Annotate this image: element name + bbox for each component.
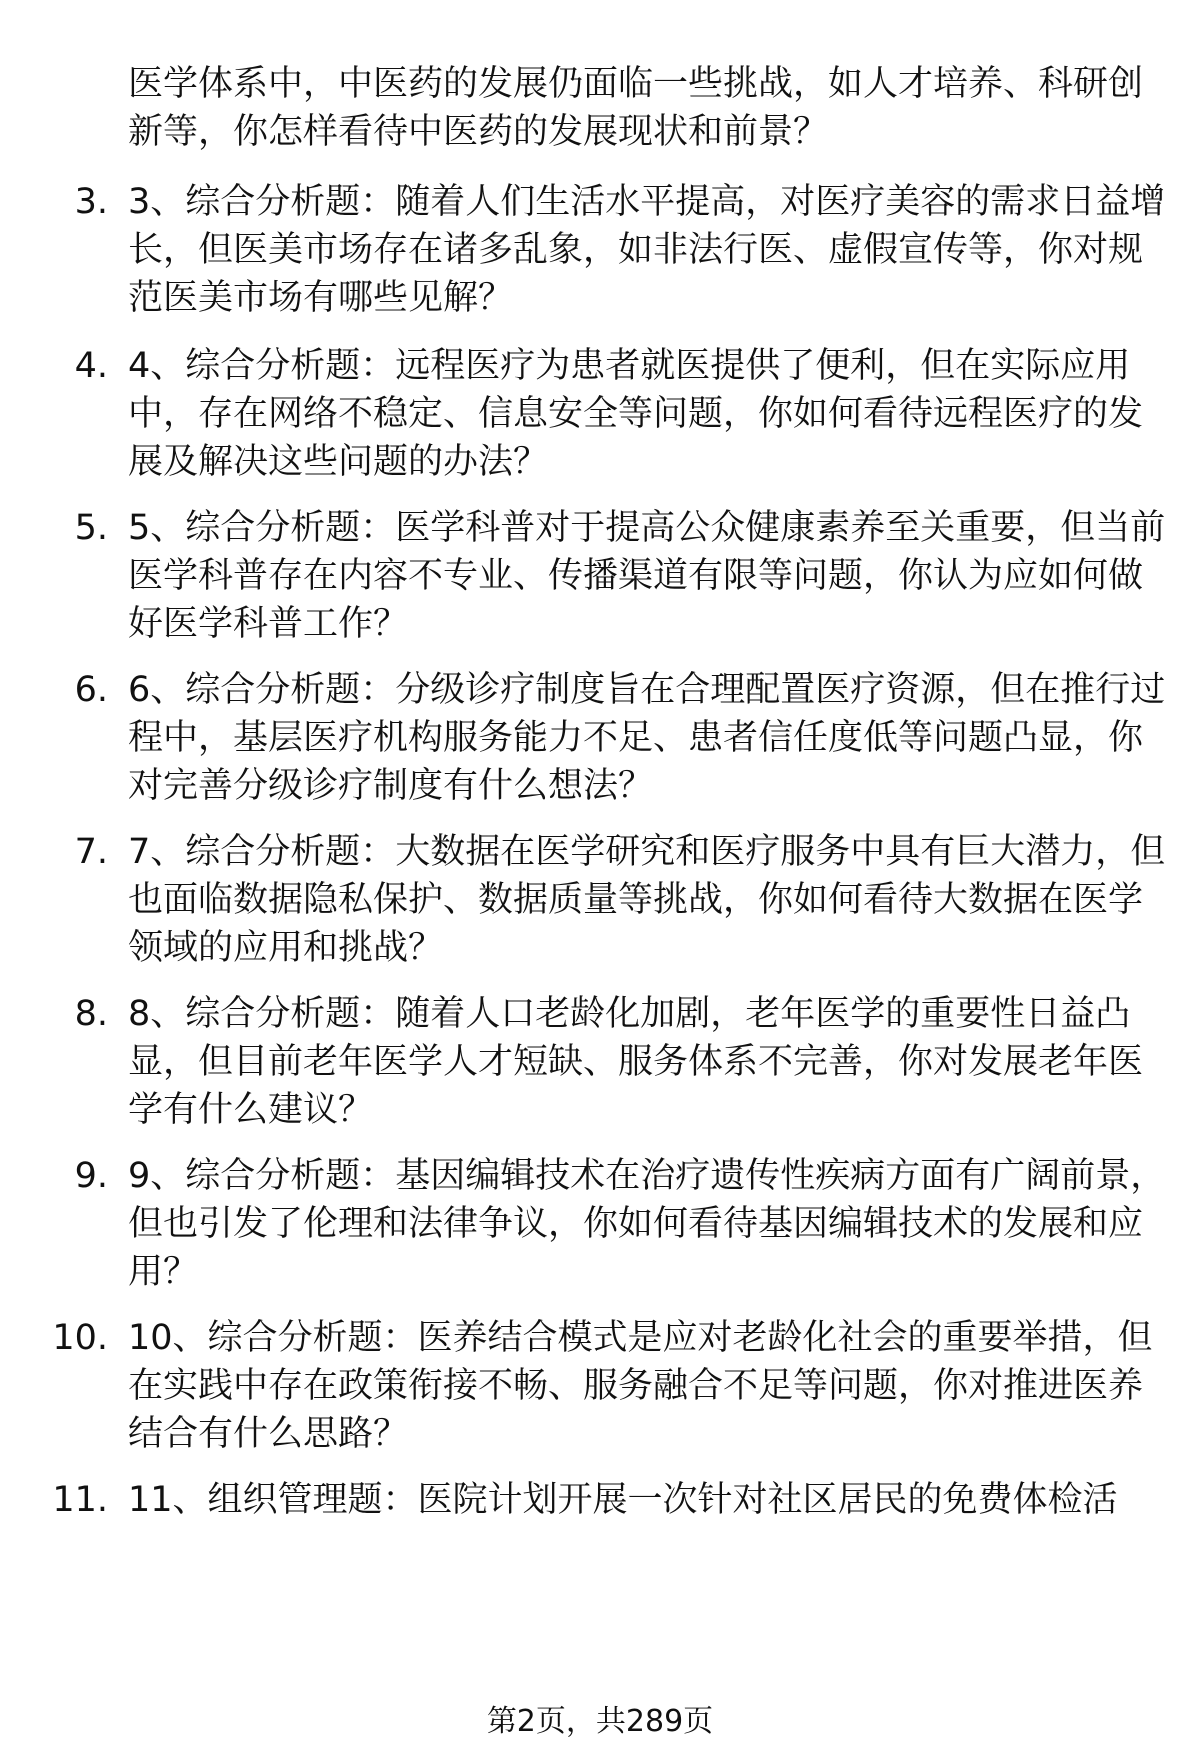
list-item-number: 3.: [74, 182, 108, 222]
list-item-text: 6、综合分析题：分级诊疗制度旨在合理配置医疗资源，但在推行过程中，基层医疗机构服务能力不足、患者信任度低等问题凸显，你对完善分级诊疗制度有什么想法？: [128, 670, 1166, 806]
continuation-paragraph: 医学体系中，中医药的发展仍面临一些挑战，如人才培养、科研创新等，你怎样看待中医药的发展现状和前景？: [128, 64, 1144, 152]
list-item-text: 8、综合分析题：随着人口老龄化加剧，老年医学的重要性日益凸显，但目前老年医学人才短缺、服务体系不完善，你对发展老年医学有什么建议？: [128, 994, 1144, 1130]
list-item-text: 11、组织管理题：医院计划开展一次针对社区居民的免费体检活: [128, 1480, 1118, 1520]
list-item-text: 5、综合分析题：医学科普对于提高公众健康素养至关重要，但当前医学科普存在内容不专业、传播渠道有限等问题，你认为应如何做好医学科普工作？: [128, 508, 1166, 644]
list-item-number: 7.: [74, 832, 108, 872]
list-item-number: 6.: [74, 670, 108, 710]
list-item-number: 4.: [74, 346, 108, 386]
list-item-text: 9、综合分析题：基因编辑技术在治疗遗传性疾病方面有广阔前景，但也引发了伦理和法律争议，你如何看待基因编辑技术的发展和应用？: [128, 1156, 1166, 1292]
list-item-number: 11.: [52, 1480, 108, 1520]
list-item-number: 5.: [74, 508, 108, 548]
list-item-number: 9.: [74, 1156, 108, 1196]
list-item-text: 3、综合分析题：随着人们生活水平提高，对医疗美容的需求日益增长，但医美市场存在诸多乱象，如非法行医、虚假宣传等，你对规范医美市场有哪些见解？: [128, 182, 1166, 318]
list-item-text: 4、综合分析题：远程医疗为患者就医提供了便利，但在实际应用中，存在网络不稳定、信息安全等问题，你如何看待远程医疗的发展及解决这些问题的办法？: [128, 346, 1144, 482]
page-footer: 第2页，共289页: [486, 1704, 714, 1739]
list-item-text: 10、综合分析题：医养结合模式是应对老龄化社会的重要举措，但在实践中存在政策衔接不畅、服务融合不足等问题，你对推进医养结合有什么思路？: [128, 1318, 1153, 1454]
list-item-text: 7、综合分析题：大数据在医学研究和医疗服务中具有巨大潜力，但也面临数据隐私保护、数据质量等挑战，你如何看待大数据在医学领域的应用和挑战？: [128, 832, 1166, 968]
list-item-number: 8.: [74, 994, 108, 1034]
list-item-number: 10.: [52, 1318, 108, 1358]
